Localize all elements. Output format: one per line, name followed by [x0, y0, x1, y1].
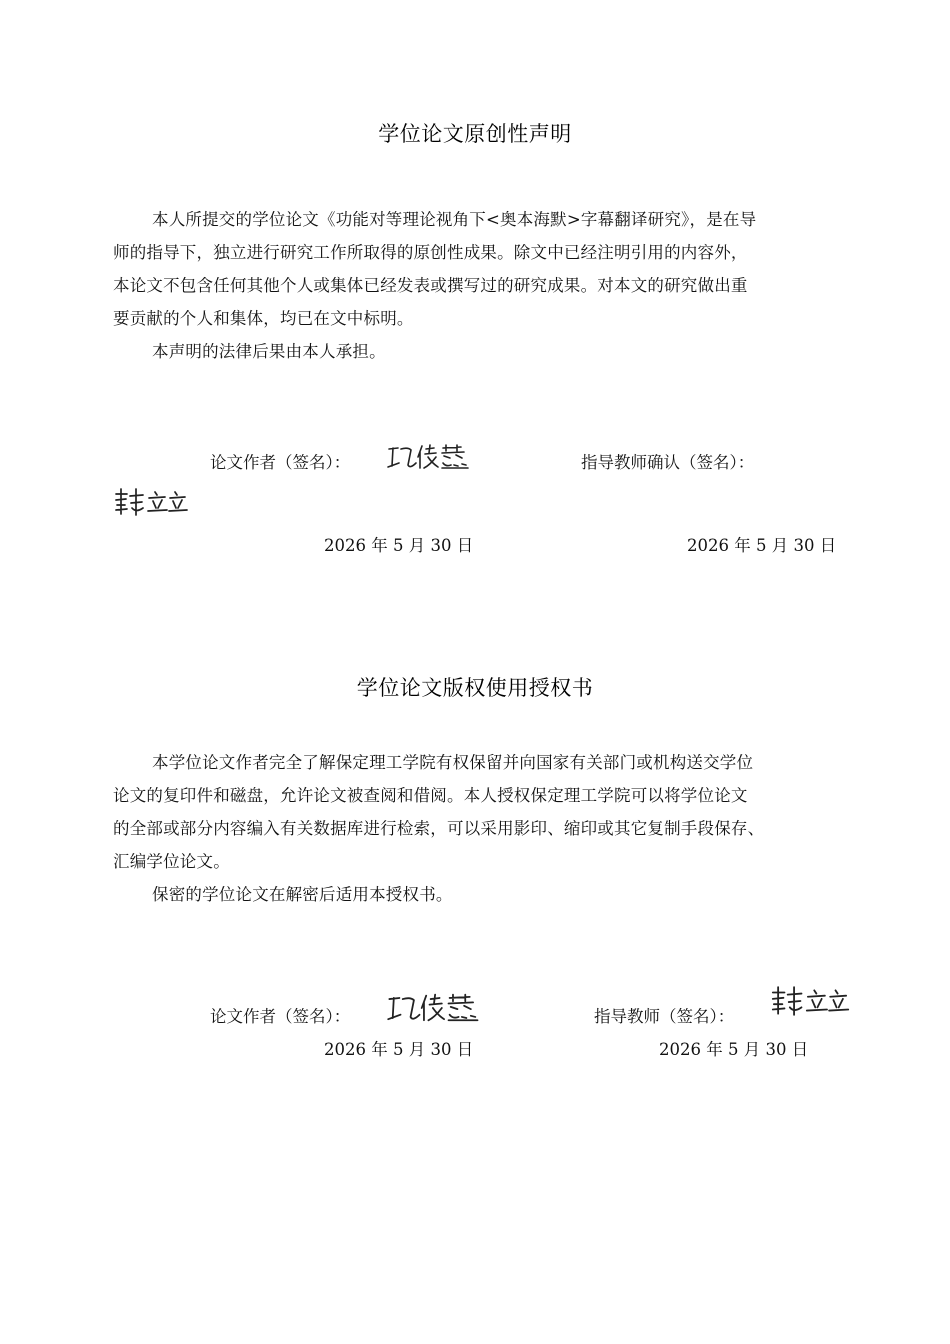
- authorization-advisor-handwritten-signature: [769, 984, 851, 1018]
- authorization-paragraph-line: 论文的复印件和磁盘，允许论文被查阅和借阅。本人授权保定理工学院可以将学位论文: [113, 786, 748, 805]
- declaration-paragraph-line: 本论文不包含任何其他个人或集体已经发表或撰写过的研究成果。对本文的研究做出重: [113, 276, 748, 295]
- declaration-author-signature-label: 论文作者（签名）：: [210, 453, 351, 472]
- declaration-advisor-handwritten-signature: [113, 486, 189, 518]
- authorization-paragraph-line: 本学位论文作者完全了解保定理工学院有权保留并向国家有关部门或机构送交学位: [152, 753, 754, 772]
- declaration-advisor-date: 2026 年 5 月 30 日: [687, 536, 837, 555]
- authorization-paragraph-2: 保密的学位论文在解密后适用本授权书。: [152, 885, 453, 904]
- authorization-paragraph-line: 的全部或部分内容编入有关数据库进行检索，可以采用影印、缩印或其它复制手段保存、: [113, 819, 765, 838]
- declaration-paragraph-line: 要贡献的个人和集体，均已在文中标明。: [113, 309, 414, 328]
- authorization-paragraph-line: 汇编学位论文。: [113, 852, 230, 871]
- authorization-author-date: 2026 年 5 月 30 日: [324, 1040, 474, 1059]
- authorization-advisor-signature-label: 指导教师（签名）：: [594, 1007, 735, 1026]
- declaration-author-date: 2026 年 5 月 30 日: [324, 536, 474, 555]
- declaration-paragraph-2: 本声明的法律后果由本人承担。: [152, 342, 386, 361]
- declaration-paragraph-line: 本人所提交的学位论文《功能对等理论视角下<奥本海默>字幕翻译研究》，是在导: [152, 210, 757, 229]
- declaration-advisor-signature-label: 指导教师确认（签名）：: [581, 453, 755, 472]
- authorization-advisor-date: 2026 年 5 月 30 日: [659, 1040, 809, 1059]
- declaration-author-handwritten-signature: [386, 441, 472, 473]
- authorization-author-handwritten-signature: [386, 990, 482, 1026]
- declaration-title: 学位论文原创性声明: [378, 122, 572, 146]
- authorization-author-signature-label: 论文作者（签名）：: [210, 1007, 351, 1026]
- declaration-paragraph-line: 师的指导下，独立进行研究工作所取得的原创性成果。除文中已经注明引用的内容外，: [113, 243, 748, 262]
- authorization-title: 学位论文版权使用授权书: [356, 676, 594, 700]
